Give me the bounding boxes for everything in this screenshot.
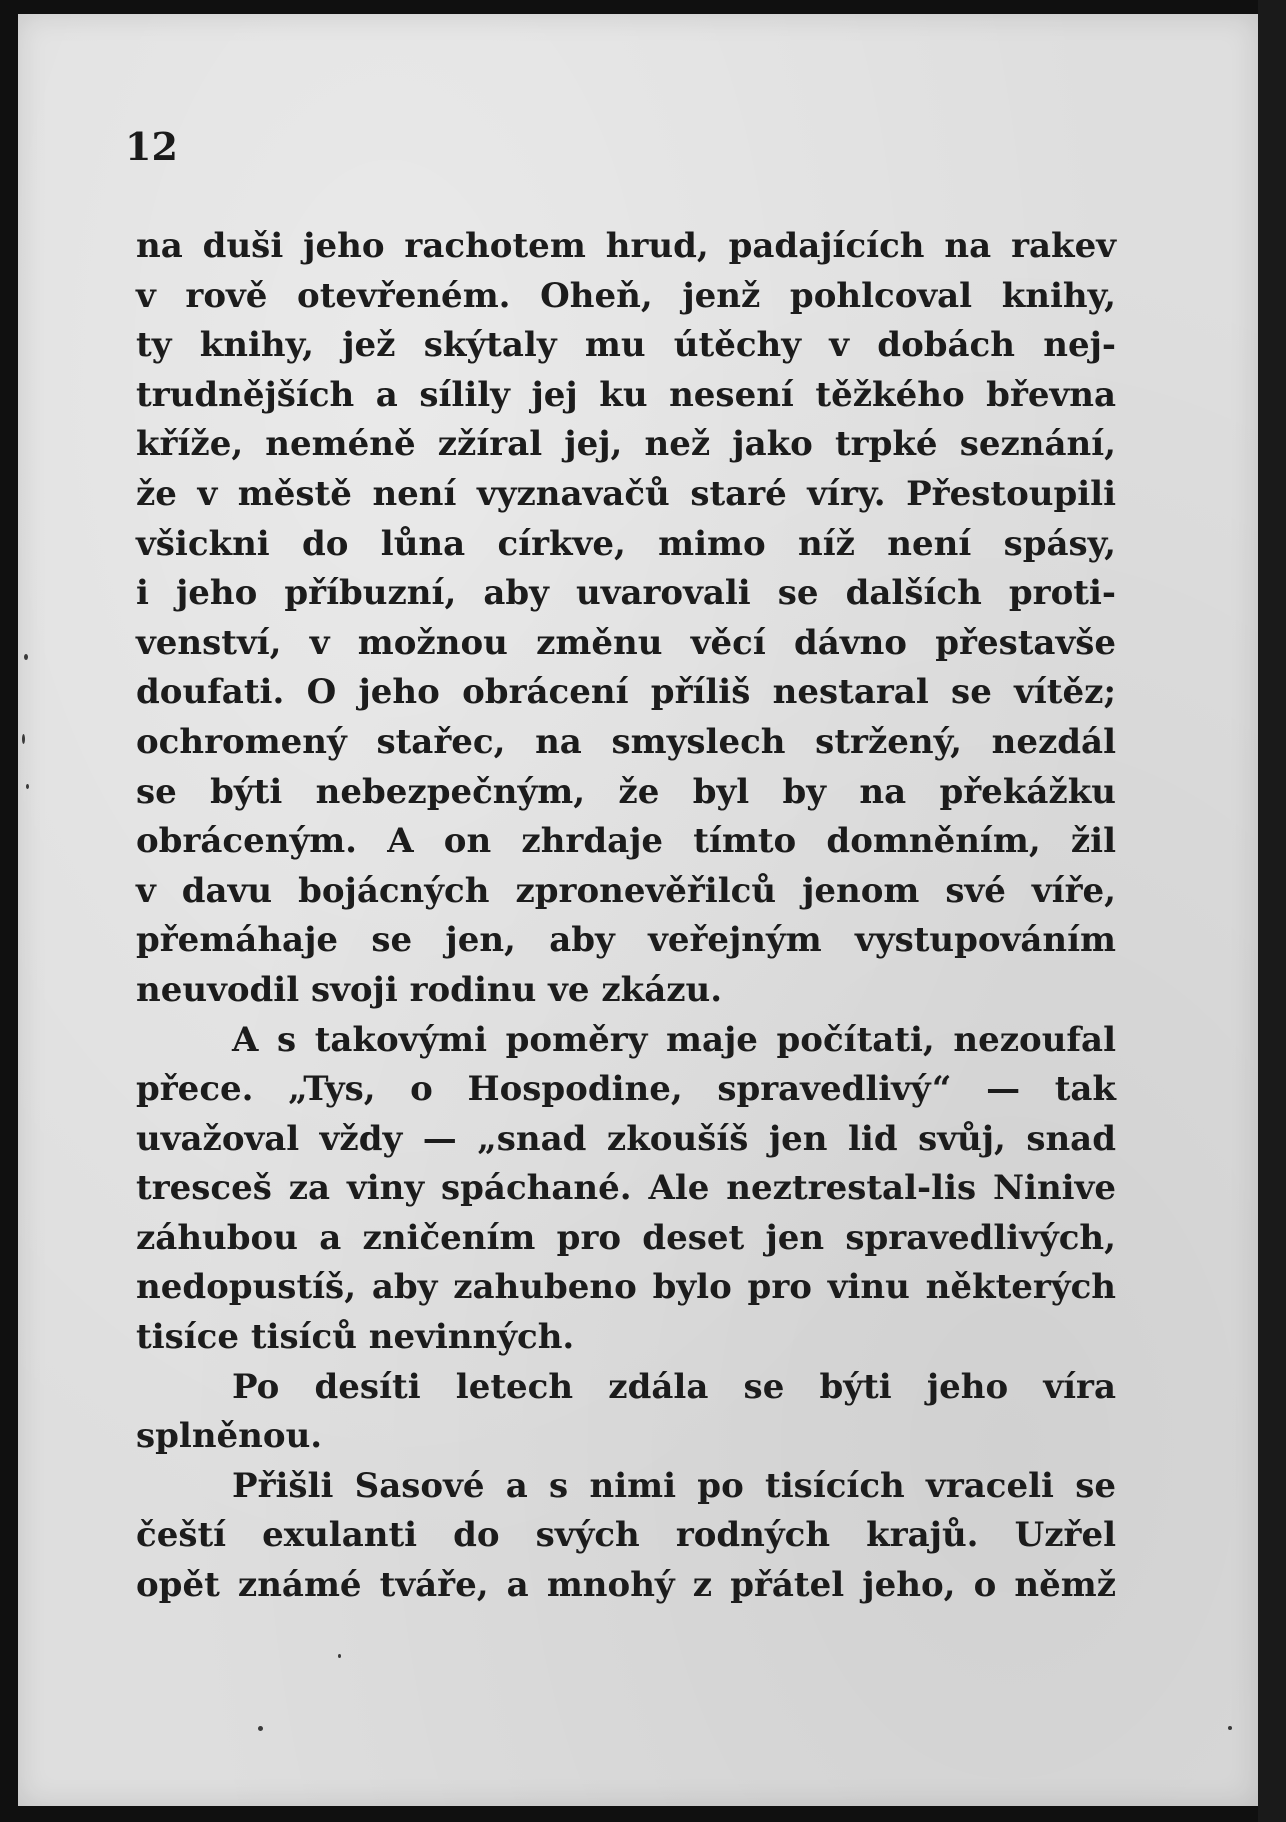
page-speck	[26, 784, 29, 789]
text-line: ty knihy, jež skýtaly mu útěchy v dobách nej-	[136, 325, 1116, 366]
text-line: v rově otevřeném. Oheň, jenž pohlcoval knihy,	[136, 275, 1116, 316]
page-speck	[1228, 1726, 1232, 1730]
page-speck	[22, 734, 25, 744]
text-line: že v městě není vyznavačů staré víry. Přestoupili	[136, 473, 1116, 514]
page-number: 12	[125, 124, 178, 169]
page-speck	[338, 1654, 341, 1658]
text-line: Po desíti letech zdála se býti jeho víra	[232, 1366, 1116, 1407]
text-line: kříže, neméně zžíral jej, než jako trpké seznání,	[136, 424, 1116, 465]
text-line: tresceš za viny spáchané. Ale neztrestal-lis Ninive	[136, 1168, 1116, 1209]
text-line: Přišli Sasové a s nimi po tisících vraceli se	[232, 1465, 1116, 1506]
page-speck	[258, 1726, 263, 1731]
text-line: nedopustíš, aby zahubeno bylo pro vinu některých	[136, 1267, 1116, 1308]
text-line: splněnou.	[136, 1416, 323, 1457]
text-line: opět známé tváře, a mnohý z přátel jeho, o němž	[136, 1565, 1116, 1606]
text-line: A s takovými poměry maje počítati, nezoufal	[232, 1019, 1116, 1060]
text-line: doufati. O jeho obrácení příliš nestaral se vítěz;	[136, 672, 1116, 713]
text-line: i jeho příbuzní, aby uvarovali se dalších proti-	[136, 573, 1116, 614]
text-line: neuvodil svoji rodinu ve zkázu.	[136, 969, 723, 1010]
text-line: záhubou a zničením pro deset jen spravedlivých,	[136, 1217, 1116, 1258]
scan-right-edge	[1258, 0, 1286, 1822]
text-line: všickni do lůna církve, mimo níž není spásy,	[136, 523, 1116, 564]
text-line: ochromený stařec, na smyslech stržený, nezdál	[136, 721, 1116, 762]
text-line: přece. „Tys, o Hospodine, spravedlivý“ — tak	[136, 1069, 1116, 1110]
text-line: obráceným. A on zhrdaje tímto domněním, žil	[136, 821, 1116, 862]
body-text	[136, 222, 1116, 1611]
text-line: uvažoval vždy — „snad zkoušíš jen lid svůj, snad	[136, 1118, 1116, 1159]
text-line: čeští exulanti do svých rodných krajů. Uzřel	[136, 1515, 1116, 1556]
text-line: v davu bojácných zpronevěřilců jenom své víře,	[136, 870, 1116, 911]
text-line: přemáhaje se jen, aby veřejným vystupováním	[136, 920, 1116, 961]
text-line: na duši jeho rachotem hrud, padajících na rakev	[136, 226, 1116, 266]
text-line: venství, v možnou změnu věcí dávno přestavše	[136, 622, 1116, 663]
text-line: se býti nebezpečným, že byl by na překážku	[136, 771, 1116, 812]
page-speck	[24, 654, 28, 660]
text-line: trudnějších a sílily jej ku nesení těžkého břevna	[136, 374, 1116, 415]
text-line: tisíce tisíců nevinných.	[136, 1317, 575, 1358]
